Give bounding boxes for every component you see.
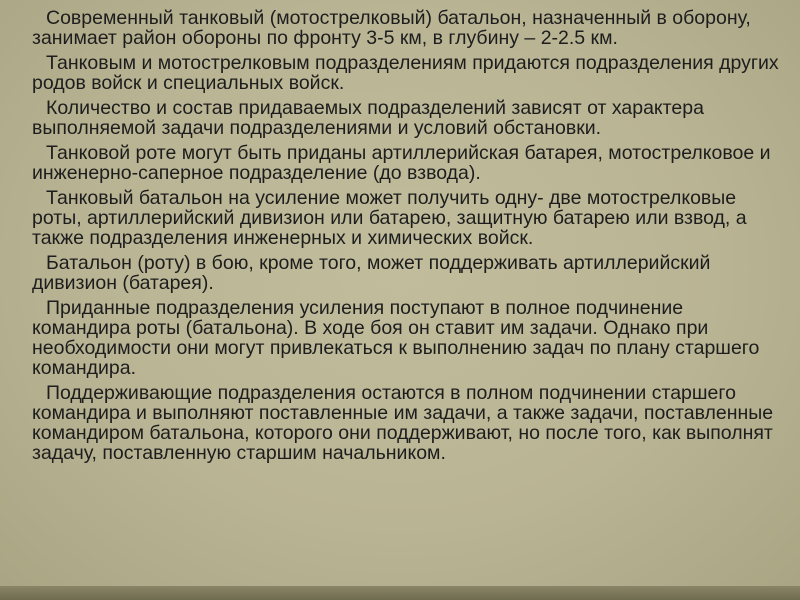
paragraph-8: Поддерживающие подразделения остаются в полном подчинении старшего командира и выполняют поставленные им задачи, а также задачи, поставленные командиром батальона, которого они поддерживают, но после того, как выполнят задачу, поставленную старшим начальником. [32,382,774,464]
paragraph-5: Танковый батальон на усиление может получить одну- две мотострелковые роты, артиллерийский дивизион или батарею, защитную батарею или взвод, а также подразделения инженерных и химических войск. [32,187,747,249]
paragraph-6: Батальон (роту) в бою, кроме того, может поддерживать артиллерийский дивизион (батарея). [32,252,711,294]
paragraph-3: Количество и состав придаваемых подразделений зависят от характера выполняемой задачи подразделениями и условий обстановки. [32,97,704,139]
paragraph-1: Современный танковый (мотострелковый) батальон, назначенный в оборону, занимает район обороны по фронту 3-5 км, в глубину – 2-2.5 км. [32,7,751,49]
bottom-band [0,586,800,600]
paragraph-7: Приданные подразделения усиления поступают в полное подчинение командира роты (батальона). В ходе боя он ставит им задачи. Однако при необходимости они могут привлекаться к выполнению задач по плану старшего командира. [32,297,760,379]
slide-body [32,8,780,468]
paragraph-4: Танковой роте могут быть приданы артиллерийская батарея, мотострелковое и инженерно-саперное подразделение (до взвода). [32,142,771,184]
paragraph-2: Танковым и мотострелковым подразделениям придаются подразделения других родов войск и специальных войск. [32,52,779,94]
